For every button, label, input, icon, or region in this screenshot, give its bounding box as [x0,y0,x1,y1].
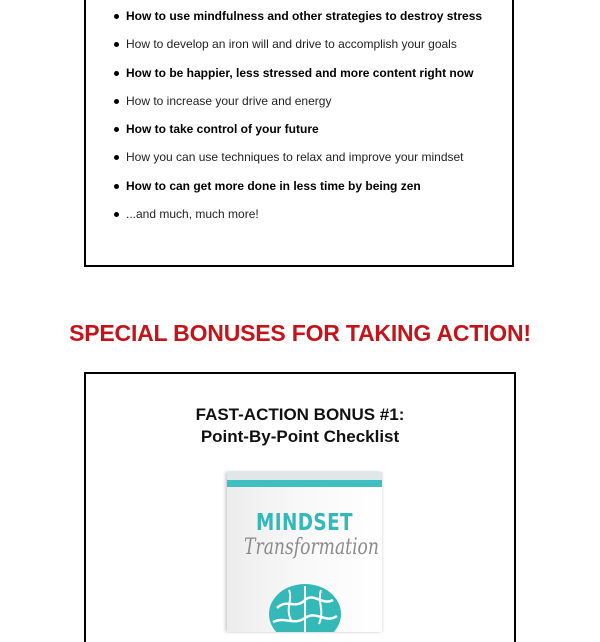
list-item: How to use mindfulness and other strategies to destroy stress [114,9,482,23]
special-bonuses-heading: SPECIAL BONUSES FOR TAKING ACTION! [69,320,531,346]
list-item: How to take control of your future [114,122,482,136]
bonus-title-line-2: Point-By-Point Checklist [200,427,400,446]
cover-top-band [227,472,382,480]
list-item: How you can use techniques to relax and improve your mindset [114,150,482,164]
cover-accent-bar [227,480,382,487]
brain-icon [265,580,345,632]
list-item: ...and much, much more! [114,207,482,221]
list-item: How to be happier, less stressed and more content right now [114,66,482,80]
bonus-title [0,404,600,448]
list-item: How to increase your drive and energy [114,94,482,108]
cover-subtitle: Transformation [244,535,379,560]
list-item: How to can get more done in less time by being zen [114,179,482,193]
list-item: How to develop an iron will and drive to accomplish your goals [114,37,482,51]
cover-title: MINDSET [255,510,353,536]
benefits-list [114,9,482,235]
bonus-title-line-1: FAST-ACTION BONUS #1: [195,405,405,424]
product-cover-image [227,472,382,632]
